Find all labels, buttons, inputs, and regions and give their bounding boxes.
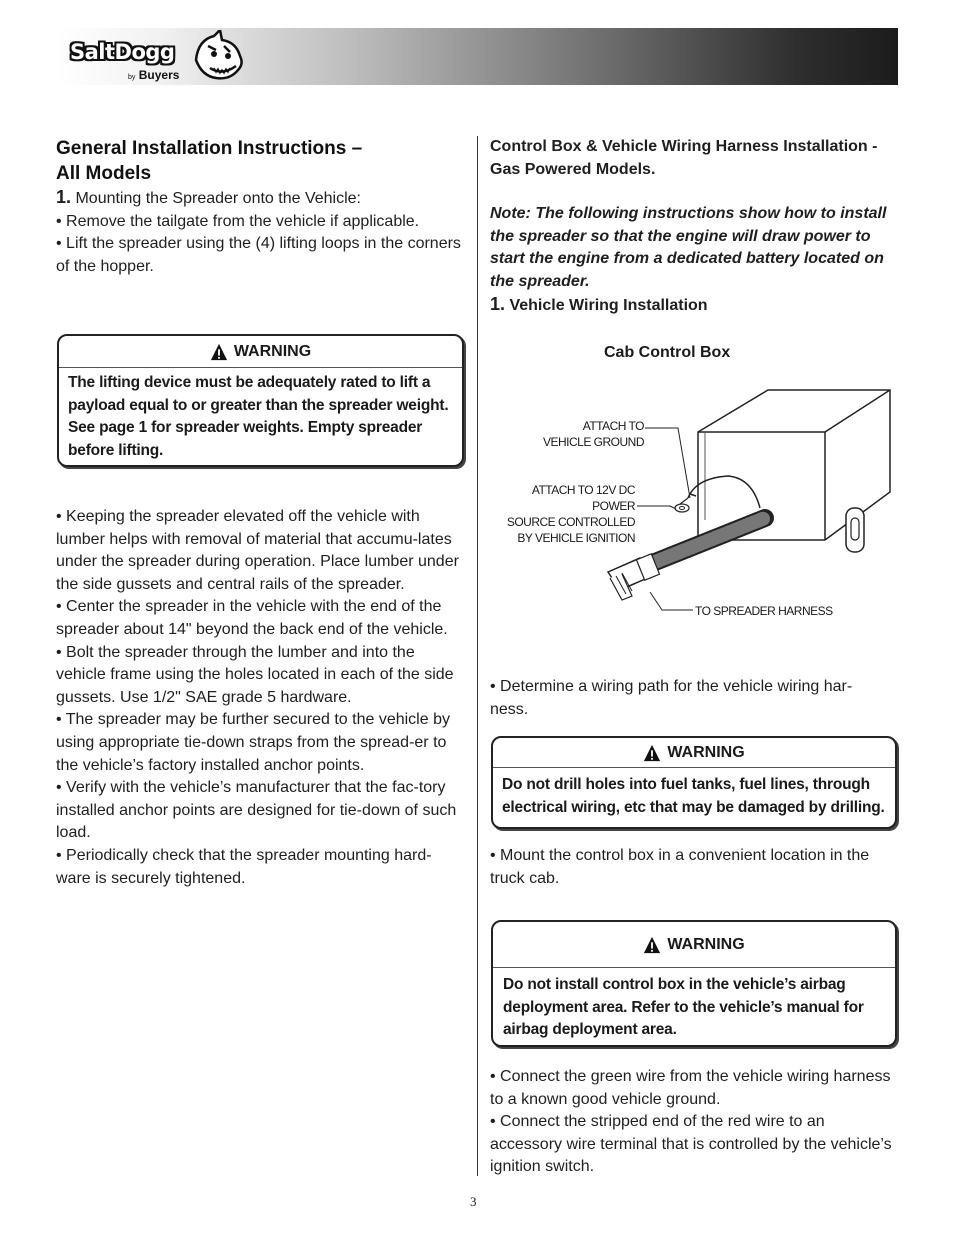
warning-triangle-icon [643, 744, 661, 762]
control-box-title: Control Box & Vehicle Wiring Harness Installation - Gas Powered Models. [490, 138, 878, 178]
label-line: ATTACH TO 12V DC POWER [531, 483, 635, 513]
warning-text: The lifting device must be adequately rated to lift a payload equal to or greater than the spreader weight. See page 1 for spreader weights. Empty spreader before lifting. [68, 374, 449, 459]
warning-box-lifting [57, 334, 464, 467]
bullet-item: • Connect the stripped end of the red wire to an accessory wire terminal that is controlled by the vehicle’s ignition switch. [490, 1113, 892, 1176]
warning-label: WARNING [233, 342, 312, 360]
label-line: VEHICLE GROUND [542, 435, 644, 449]
step-number: 1. [56, 187, 72, 207]
bullet-item: • Remove the tailgate from the vehicle if applicable. [56, 212, 420, 230]
bullet-item: • Lift the spreader using the (4) lifting loops in the corners of the hopper. [56, 235, 461, 275]
label-12v-power [490, 482, 635, 546]
bullet-item: • The spreader may be further secured to the vehicle by using appropriate tie-down straps from the spread-er to the vehicle’s factory installed anchor points. [56, 711, 450, 774]
bullet-item: • Keeping the spreader elevated off the vehicle with lumber helps with removal of material that accumu-lates under the spreader during operation. Place lumber under the side gussets and central rails of the spreader. [56, 508, 459, 593]
page-number: 3 [470, 1194, 477, 1209]
label-line: BY VEHICLE IGNITION [517, 531, 635, 545]
bullet-item: • Verify with the vehicle’s manufacturer that the fac-tory installed anchor points are designed for tie-down of such load. [56, 779, 457, 842]
step-1-heading [56, 186, 466, 211]
bullet-item: • Periodically check that the spreader mounting hard-ware is securely tightened. [56, 846, 432, 887]
step-text: Mounting the Spreader onto the Vehicle: [71, 190, 361, 207]
logo-by: by [128, 74, 136, 81]
step-number: 1. [490, 294, 506, 314]
warning-box-airbag [491, 920, 897, 1047]
warning-box-drilling [491, 736, 897, 829]
logo-buyers: Buyers [138, 68, 180, 82]
bullet-item: • Center the spreader in the vehicle with the end of the spreader about 14" beyond the back end of the vehicle. [56, 598, 448, 638]
diagram-title: Cab Control Box [604, 344, 731, 361]
warning-header [493, 922, 895, 968]
bullet-item: • Bolt the spreader through the lumber and into the vehicle frame using the holes located in each of the side gussets. Use 1/2" SAE grade 5 hardware. [56, 643, 454, 706]
left-bullets-lower [56, 506, 466, 890]
warning-label: WARNING [667, 743, 745, 761]
column-divider [477, 136, 478, 1176]
cab-control-box-diagram [490, 380, 900, 625]
bullet-mount-box [490, 845, 900, 890]
label-vehicle-ground [543, 418, 644, 450]
warning-header [59, 336, 462, 368]
bullet-item: • Mount the control box in a convenient location in the truck cab. [490, 847, 870, 887]
bullet-wiring-path [490, 676, 890, 721]
warning-text: Do not install control box in the vehicle’s airbag deployment area. Refer to the vehicle’s manual for airbag deployment area. [503, 976, 864, 1038]
warning-triangle-icon [643, 936, 661, 954]
warning-label: WARNING [667, 935, 745, 953]
title-line-1: General Installation Instructions – [56, 138, 363, 159]
general-installation-title [56, 136, 466, 186]
right-bullets-end [490, 1066, 900, 1179]
bullet-item: • Determine a wiring path for the vehicle wiring har-ness. [490, 678, 853, 718]
step-1-heading [490, 293, 900, 318]
saltdogg-logo [66, 30, 246, 84]
dog-mascot-icon [186, 30, 246, 84]
note-text: Note: The following instructions show how to install the spreader so that the engine will draw power to start the engine from a dedicated battery located on the spreader. [490, 205, 887, 290]
label-line: SOURCE CONTROLLED [506, 515, 635, 529]
bullet-item: • Connect the green wire from the vehicle wiring harness to a known good vehicle ground. [490, 1068, 891, 1108]
right-column [490, 136, 900, 318]
warning-triangle-icon [210, 343, 228, 361]
warning-header [493, 738, 895, 768]
warning-text: Do not drill holes into fuel tanks, fuel lines, through electrical wiring, etc that may be damaged by drilling. [502, 776, 885, 816]
label-line: ATTACH TO [582, 419, 644, 433]
left-column [56, 136, 466, 278]
logo-wordmark: SaltDogg [70, 40, 175, 64]
title-line-2: All Models [56, 163, 152, 184]
step-text: Vehicle Wiring Installation [505, 297, 708, 314]
label-spreader-harness: TO SPREADER HARNESS [695, 604, 833, 618]
logo-byline [128, 68, 179, 82]
